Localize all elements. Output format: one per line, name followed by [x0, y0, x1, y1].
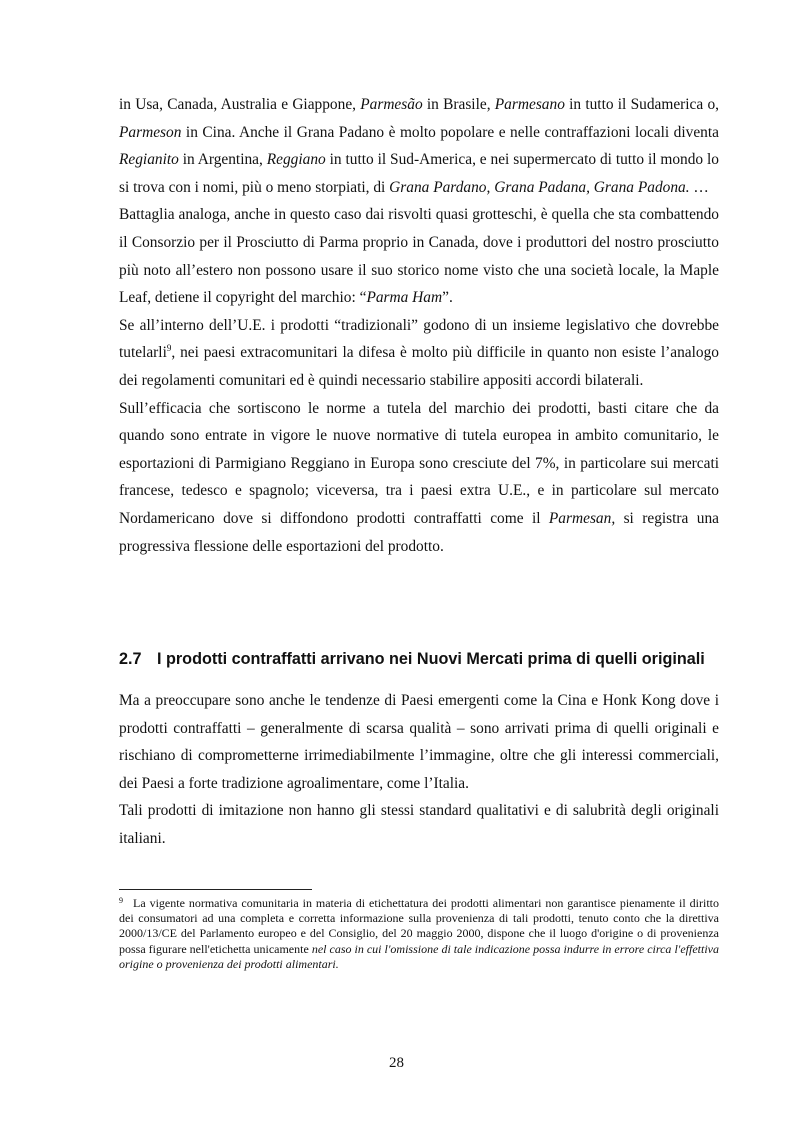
- footnote: [119, 896, 719, 972]
- footnote-text-italic: nel caso in cui l'omissione di tale indicazione possa indurre in errore circa l'effettiva origine o provenienza dei prodotti alimentari.: [119, 941, 719, 971]
- paragraph-exports: Sull’efficacia che sortiscono le norme a tutela del marchio dei prodotti, basti citare che da quando sono entrate in vigore le nuove normative di tutela europea in ambito comunitario, le esportazioni di Parmigiano Reggiano in Europa sono cresciute del 7%, in particolare sui mercati francese, tedesco e spagnolo; viceversa, tra i paesi extra U.E., e in particolare sul mercato Nordamericano dove si diffondono prodotti contraffatti come il Parmesan, si registra una progressiva flessione delle esportazioni del prodotto.: [119, 399, 720, 555]
- section-title: I prodotti contraffatti arrivano nei Nuovi Mercati prima di quelli originali: [157, 650, 705, 668]
- page-number: 28: [389, 1055, 404, 1071]
- footnote-mark: 9: [119, 896, 123, 905]
- footnote-reference[interactable]: 9: [166, 343, 172, 354]
- section-number: 2.7: [119, 650, 142, 668]
- paragraph-emerging-countries: Ma a preoccupare sono anche le tendenze di Paesi emergenti come la Cina e Honk Kong dove i prodotti contraffatti – generalmente di scarsa qualità – sono arrivati prima di quelli originali e rischiano di comprometterne irrimediabilmente l’immagine, oltre che gli interessi commerciali, dei Paesi a forte tradizione agroalimentare, come l’Italia.: [119, 692, 719, 792]
- footnote-separator: [119, 889, 312, 890]
- paragraph-quality-standards: Tali prodotti di imitazione non hanno gli stessi standard qualitativi e di salubrità degli originali italiani.: [119, 802, 719, 847]
- paragraph-parma-ham: Battaglia analoga, anche in questo caso dai risvolti quasi grotteschi, è quella che sta combattendo il Consorzio per il Prosciutto di Parma proprio in Canada, dove i produttori del nostro prosciutto più noto all’estero non possono usare il suo storico nome visto che una società locale, la Maple Leaf, detiene il copyright del marchio: “Parma Ham”.: [119, 206, 719, 307]
- section-heading: [119, 650, 739, 669]
- body-text-top: [119, 91, 719, 560]
- paragraph-counterfeit-names: in Usa, Canada, Australia e Giappone, Parmesão in Brasile, Parmesano in tutto il Sudamerica o, Parmeson in Cina. Anche il Grana Padano è molto popolare e nelle contraffazioni locali diventa Regianito in Argentina, Reggiano in tutto il Sud-America, e nei supermercato di tutto il mondo lo si trova con i nomi, più o meno storpiati, di Grana Pardano, Grana Padana, Grana Padona. …: [119, 96, 719, 196]
- body-text-section: [119, 687, 719, 853]
- footnote-text: La vigente normativa comunitaria in materia di etichettatura dei prodotti alimentari non garantisce pienamente il diritto dei consumatori ad una completa e corretta informazione sulla provenienza di tali prodotti, tenuto conto che la direttiva 2000/13/CE del Parlamento europeo e del Consiglio, del 20 maggio 2000, dispone che il luogo d'origine o di provenienza possa figurare nell'etichetta unicamente: [119, 896, 719, 956]
- paragraph-eu-protection: Se all’interno dell’U.E. i prodotti “tradizionali” godono di un insieme legislativo che dovrebbe tutelarli$^9$, nei paesi extracomunitari la difesa è molto più difficile in quanto non esiste l’analogo dei regolamenti comunitari ed è quindi necessario stabilire appositi accordi bilaterali.: [119, 316, 719, 389]
